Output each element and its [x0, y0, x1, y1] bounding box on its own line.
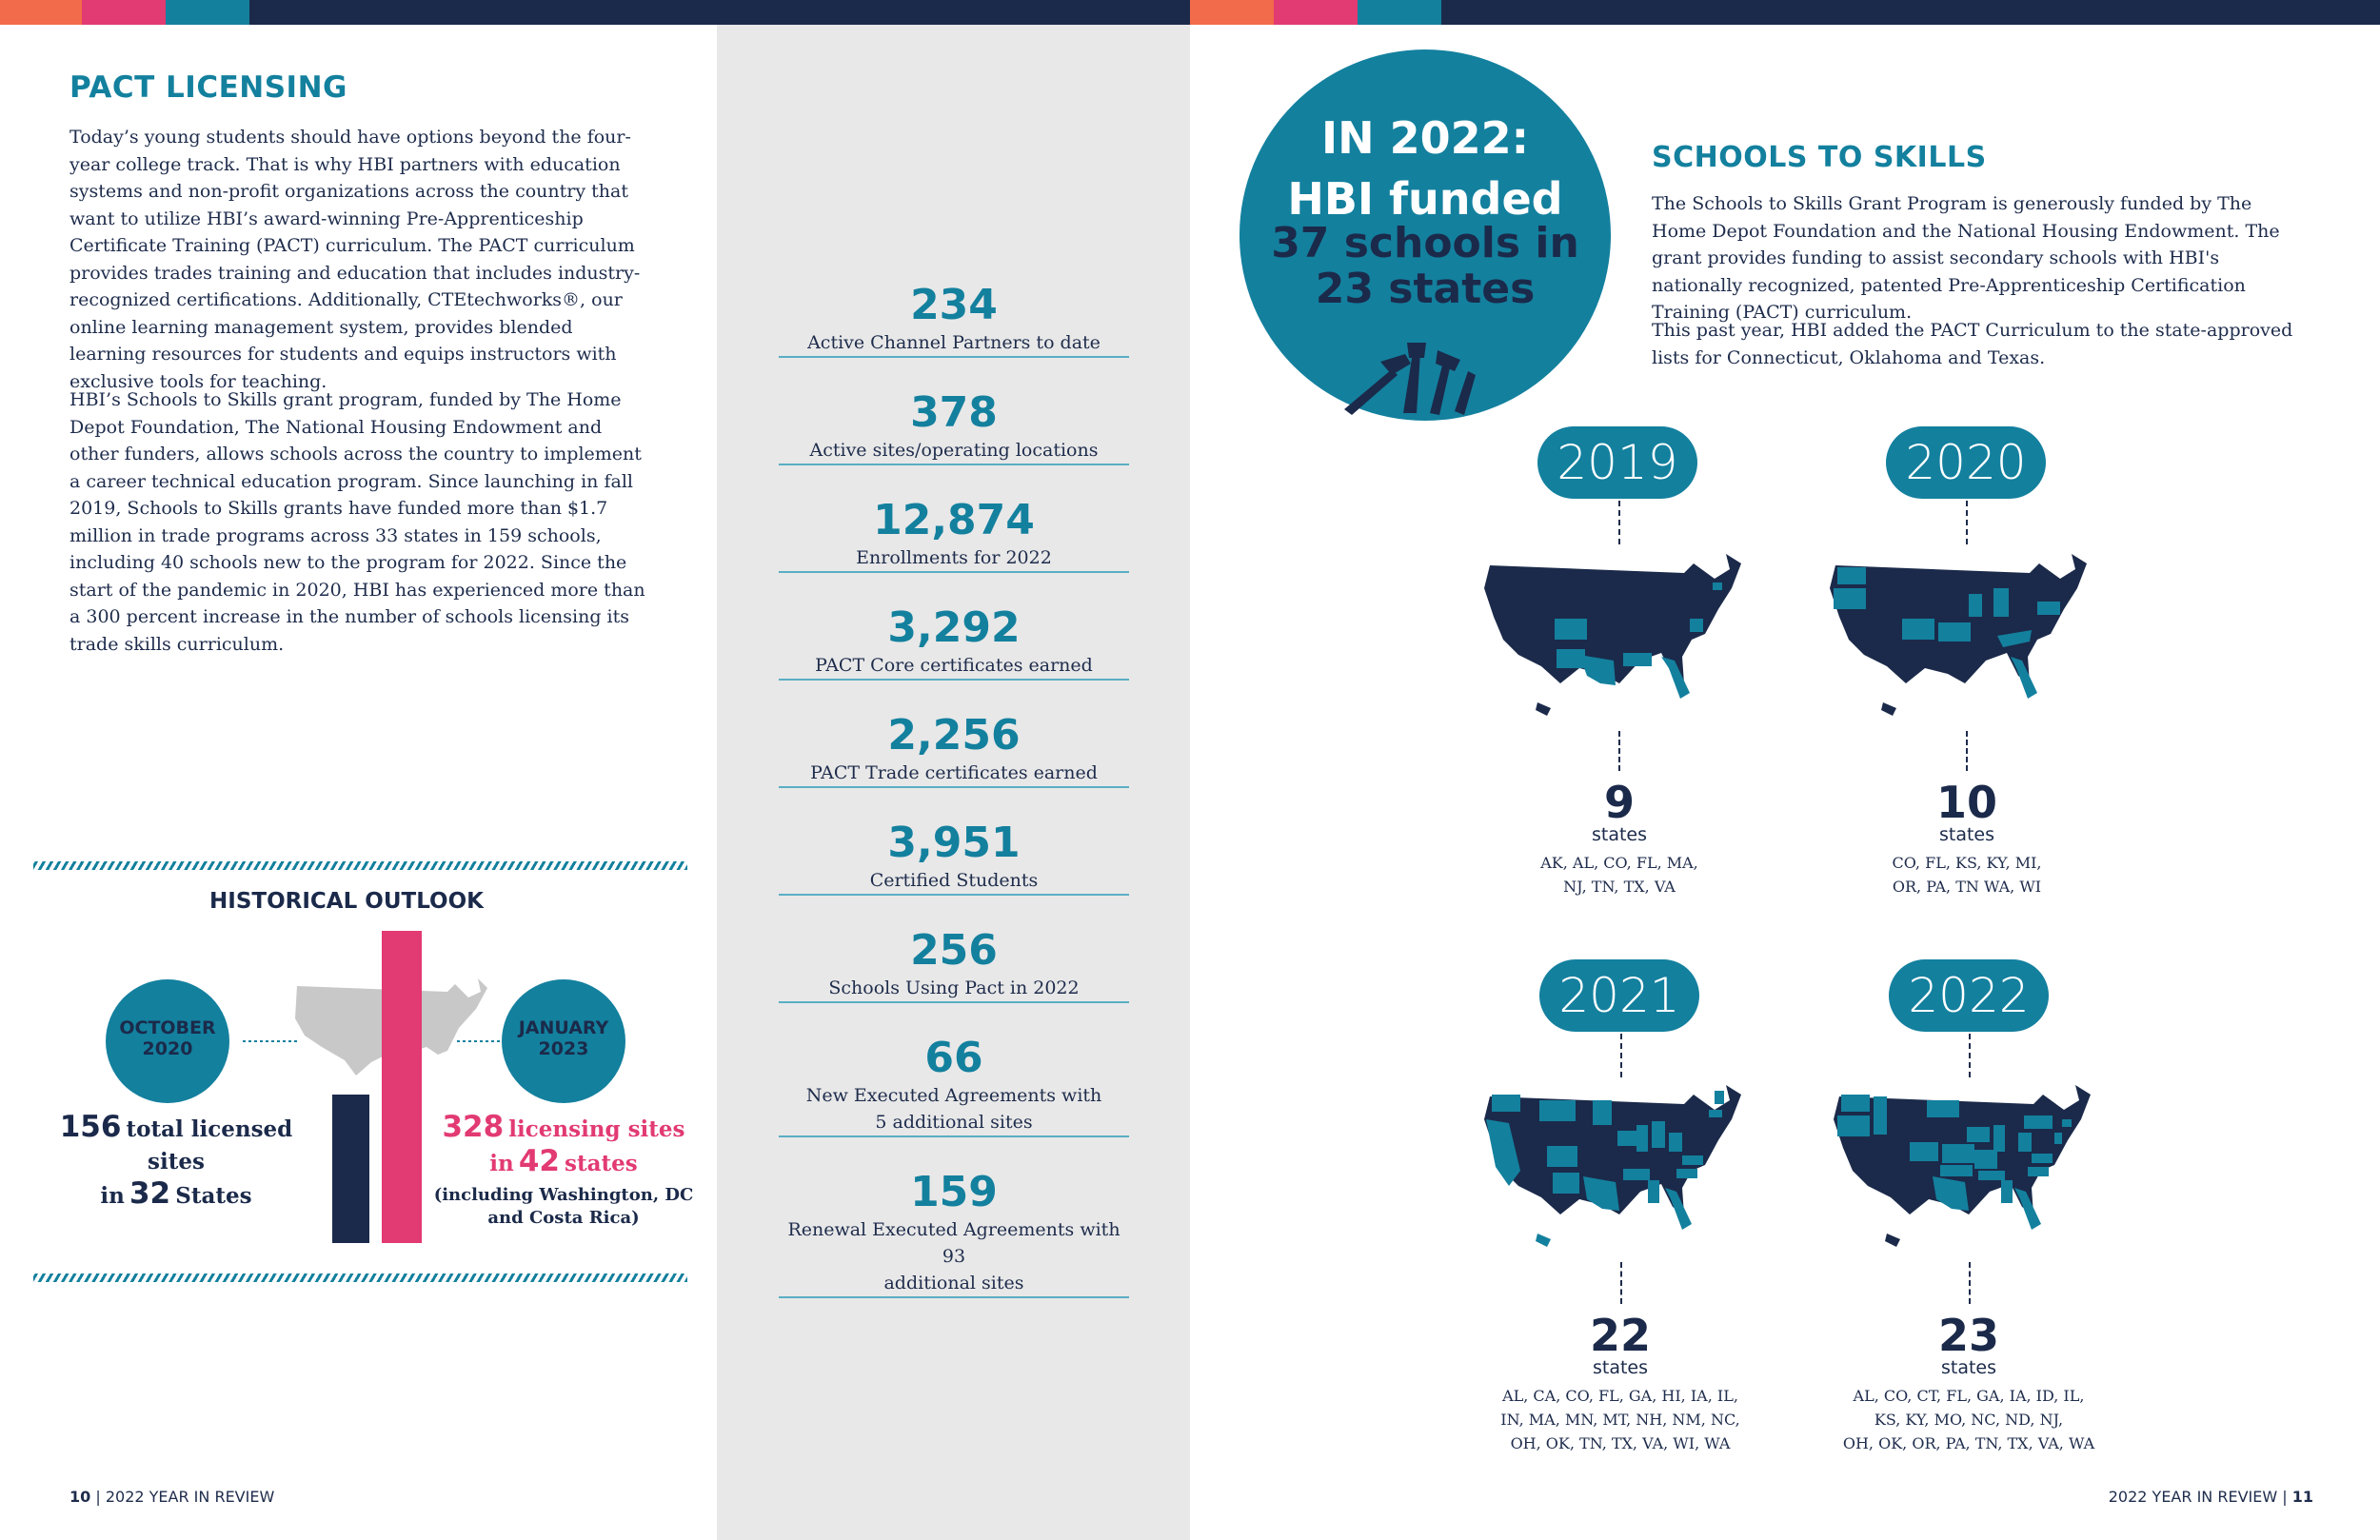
stat-label: Enrollments for 2022: [856, 547, 1052, 568]
stat-divider: [779, 786, 1129, 788]
count-2022: 23: [1937, 1310, 1999, 1361]
unit-2019: states: [1591, 824, 1648, 845]
january-year: 2023: [538, 1038, 589, 1059]
stat-label-2: 5 additional sites: [875, 1112, 1033, 1133]
stat-label: Active sites/operating locations: [809, 440, 1099, 461]
top-bar-teal-left: [166, 0, 249, 25]
list-2019-line1: AK, AL, CO, FL, MA,: [1540, 854, 1698, 872]
stat-label: Certified Students: [869, 870, 1039, 891]
pact-licensing-heading: PACT LICENSING: [69, 70, 347, 105]
stat-value: 3,292: [887, 603, 1021, 652]
badge-line1: IN 2022:: [1320, 112, 1530, 164]
top-bar-navy-left: [249, 0, 1190, 25]
badge-line4: 23 states: [1315, 265, 1536, 313]
stat-item: [779, 1008, 1129, 1142]
connector-2019-top: [1618, 501, 1620, 544]
right-sites-number: 328: [442, 1110, 505, 1144]
right-states-text: states: [565, 1151, 638, 1176]
list-2021-line2: IN, MA, MN, MT, NH, NM, NC,: [1500, 1411, 1740, 1429]
right-states-number: 42: [518, 1144, 560, 1178]
page-number-right: 11: [2291, 1488, 2313, 1506]
left-states-number: 32: [129, 1176, 171, 1211]
footer-right: [1999, 1488, 2313, 1506]
list-2019-line2: NJ, TN, TX, VA: [1563, 878, 1676, 896]
schools-to-skills-heading: SCHOOLS TO SKILLS: [1652, 141, 1987, 174]
schools-paragraph-1: The Schools to Skills Grant Program is generously funded by The Home Depot Foundation and the National Housing Endowment. The grant provides funding to assist secondary schools with HBI's nationally recognized, patented Pre-Apprenticeship Certification Training (PACT) curriculum.: [1652, 193, 2280, 323]
stat-divider: [779, 356, 1129, 358]
stat-item: [779, 900, 1129, 1008]
us-map-icon: [1830, 554, 2087, 683]
year-pill-2022: 2022: [1889, 959, 2049, 1032]
left-summary: [29, 1112, 324, 1213]
right-note-line2: and Costa Rica): [487, 1208, 640, 1228]
connector-2020-bottom: [1966, 731, 1968, 771]
hatch-divider-top: [33, 861, 687, 870]
left-in-text: in: [100, 1183, 125, 1209]
right-sites-text: licensing sites: [508, 1116, 685, 1142]
stat-label: Renewal Executed Agreements with 93: [787, 1219, 1121, 1267]
stat-item: [779, 1142, 1129, 1293]
top-bar-orange-right: [1190, 0, 1274, 25]
stat-item: [779, 470, 1129, 578]
page-number-left: 10: [69, 1488, 91, 1506]
stat-value: 3,951: [887, 819, 1021, 867]
hatch-divider-bottom: [33, 1273, 687, 1282]
stat-label: Schools Using Pact in 2022: [828, 977, 1080, 998]
stat-label-2: additional sites: [883, 1273, 1024, 1293]
list-2021-line1: AL, CA, CO, FL, GA, HI, IA, IL,: [1502, 1387, 1738, 1405]
map-2020: [1826, 550, 2112, 731]
stat-item: [779, 578, 1129, 685]
map-2019: [1480, 550, 1766, 731]
footer-left: [69, 1488, 274, 1506]
top-bar-pink-left: [82, 0, 166, 25]
tools-icon: [1325, 333, 1497, 419]
stat-divider: [779, 571, 1129, 573]
stat-value: 159: [910, 1168, 998, 1216]
unit-2022: states: [1940, 1357, 1997, 1378]
october-label: OCTOBER: [119, 1017, 216, 1038]
stat-item: [779, 282, 1129, 363]
list-2022-line2: KS, KY, MO, NC, ND, NJ,: [1874, 1411, 2064, 1429]
top-bar-teal-right: [1358, 0, 1441, 25]
stat-value: 2,256: [887, 711, 1021, 760]
january-label: JANUARY: [518, 1017, 609, 1038]
count-2021: 22: [1589, 1310, 1651, 1361]
stat-divider: [779, 894, 1129, 896]
map-2021: [1480, 1081, 1766, 1262]
list-2022-line3: OH, OK, OR, PA, TN, TX, VA, WA: [1842, 1434, 2095, 1452]
right-note-line1: (including Washington, DC: [433, 1185, 694, 1205]
list-2022-line1: AL, CO, CT, FL, GA, IA, ID, IL,: [1853, 1387, 2085, 1405]
connector-2021-bottom: [1620, 1262, 1622, 1304]
stat-label: PACT Core certificates earned: [815, 655, 1093, 676]
top-bar-navy-right: [1441, 0, 2380, 25]
list-2020-line2: OR, PA, TN WA, WI: [1892, 878, 2042, 896]
top-bar-orange-left: [0, 0, 82, 25]
stat-label: Active Channel Partners to date: [807, 332, 1101, 353]
stat-divider: [779, 1135, 1129, 1137]
stat-item: [779, 685, 1129, 793]
unit-2021: states: [1592, 1357, 1649, 1378]
top-bar-pink-right: [1274, 0, 1358, 25]
connector-2022-bottom: [1969, 1262, 1971, 1304]
right-summary: [430, 1112, 697, 1230]
list-2021-line3: OH, OK, TN, TX, VA, WI, WA: [1510, 1434, 1731, 1452]
connector-2021-top: [1620, 1034, 1622, 1077]
pact-licensing-paragraph-2: HBI’s Schools to Skills grant program, funded by The Home Depot Foundation, The National Housing Endowment and other funders, allows schools across the country to implement a career technical education program. Since launching in fall 2019, Schools to Skills grants have funded more than $1.7 million in trade programs across 33 states in 159 schools, including 40 schools new to the program for 2022. Since the start of the pandemic in 2020, HBI has experienced more than a 300 percent increase in the number of schools licensing its trade skills curriculum.: [69, 389, 645, 655]
stat-value: 66: [924, 1034, 983, 1082]
left-sites-number: 156: [59, 1110, 122, 1144]
stat-value: 256: [910, 926, 998, 975]
stat-item: [779, 793, 1129, 900]
badge-line2: HBI funded: [1287, 173, 1563, 225]
count-2019: 9: [1603, 777, 1635, 828]
stat-label: New Executed Agreements with: [805, 1085, 1102, 1106]
schools-paragraph-2: This past year, HBI added the PACT Curriculum to the state-approved lists for Connecticut, Oklahoma and Texas.: [1652, 320, 2293, 368]
badge-line3: 37 schools in: [1271, 219, 1579, 267]
left-states-text: States: [175, 1183, 252, 1209]
connector-2019-bottom: [1618, 731, 1620, 771]
october-year: 2020: [142, 1038, 193, 1059]
pact-licensing-paragraph-1: Today’s young students should have options beyond the four-year college track. That is why HBI partners with education systems and non-profit organizations across the country that want to utilize HBI’s award-winning Pre-Apprenticeship Certificate Training (PACT) curriculum. The PACT curriculum provides trades training and education that includes industry-recognized certifications. Additionally, CTEtechworks®, our online learning management system, provides blended learning resources for students and equips instructors with exclusive tools for teaching.: [69, 127, 641, 392]
stats-list: [779, 281, 1129, 1293]
bar-after: [382, 931, 422, 1243]
footer-left-text: | 2022 YEAR IN REVIEW: [95, 1488, 275, 1506]
year-pill-2019: 2019: [1537, 426, 1697, 499]
year-pill-2021: 2021: [1539, 959, 1699, 1032]
stat-divider: [779, 1296, 1129, 1298]
stat-value: 12,874: [873, 496, 1035, 544]
stat-divider: [779, 464, 1129, 465]
left-sites-text: total licensed sites: [126, 1116, 293, 1175]
stat-label: PACT Trade certificates earned: [810, 762, 1098, 783]
map-2022: [1830, 1081, 2115, 1262]
connector-2022-top: [1969, 1034, 1971, 1077]
year-pill-2020: 2020: [1886, 426, 2046, 499]
stat-divider: [779, 679, 1129, 681]
stat-value: 378: [910, 388, 998, 437]
list-2020-line1: CO, FL, KS, KY, MI,: [1892, 854, 2042, 872]
unit-2020: states: [1938, 824, 1995, 845]
connector-2020-top: [1966, 501, 1968, 544]
count-2020: 10: [1935, 777, 1997, 828]
stat-value: 234: [910, 281, 998, 329]
historical-outlook-title: HISTORICAL OUTLOOK: [209, 889, 484, 914]
bar-before: [332, 1095, 369, 1243]
footer-right-text: 2022 YEAR IN REVIEW |: [2108, 1488, 2288, 1506]
stat-divider: [779, 1001, 1129, 1003]
stat-item: [779, 363, 1129, 470]
right-in-text: in: [489, 1151, 514, 1176]
